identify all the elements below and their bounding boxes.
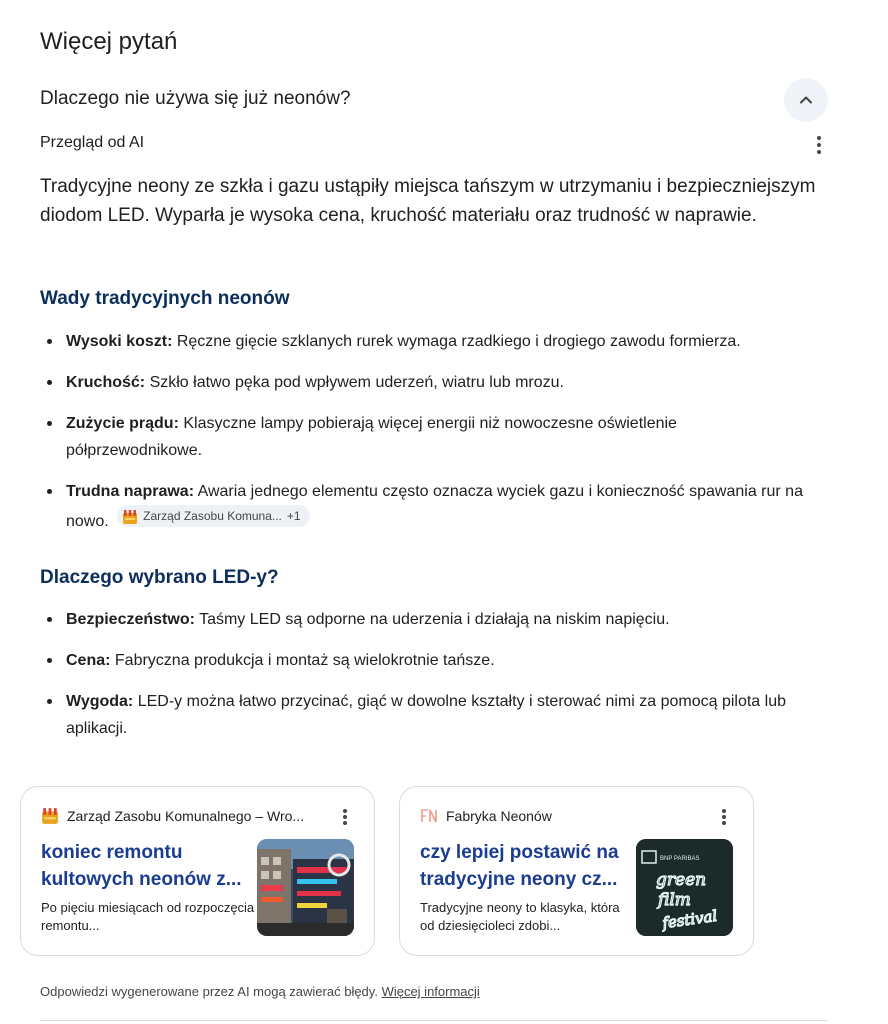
more-options-icon[interactable]	[816, 136, 822, 154]
ai-summary: Tradycyjne neony ze szkła i gazu ustąpiły miejsca tańszym w utrzymaniu i bezpieczniejszym diodom LED. Wyparła je wysoka cena, kruchość materiału oraz trudność w naprawie.	[40, 176, 816, 226]
card-source	[41, 807, 311, 825]
list-item-term: Bezpieczeństwo:	[66, 611, 195, 628]
source-chip[interactable]	[117, 505, 309, 527]
question-text[interactable]: Dlaczego nie używa się już neonów?	[40, 88, 351, 109]
source-card[interactable]	[399, 786, 754, 956]
list-item	[40, 688, 840, 742]
card-thumbnail	[257, 839, 354, 936]
card-more-icon[interactable]	[342, 809, 348, 825]
list-item-term: Trudna naprawa:	[66, 483, 195, 500]
list-item	[40, 478, 840, 535]
card-more-icon[interactable]	[721, 809, 727, 825]
question-row[interactable]	[40, 88, 828, 114]
list-item-text: Awaria jednego elementu często oznacza wyciek gazu i konieczność spawania rur na nowo.	[66, 483, 803, 530]
source-chip-extra: +1	[286, 508, 301, 523]
list-item-term: Cena:	[66, 652, 111, 669]
section-heading-drawbacks: Wady tradycyjnych neonów	[40, 288, 290, 309]
list-item-text: Taśmy LED są odporne na uderzenia i działają na niskim napięciu.	[194, 611, 670, 628]
card-source-name: Zarząd Zasobu Komunalnego – Wro...	[67, 808, 305, 824]
list-item-text: Szkło łatwo pęka pod wpływem uderzeń, wiatru lub mrozu.	[145, 374, 564, 391]
card-title[interactable]: czy lepiej postawić na tradycyjne neony cz...	[420, 842, 619, 890]
led-list	[40, 606, 840, 742]
list-item	[40, 410, 840, 464]
thumb-neon-line-1: green	[656, 870, 707, 890]
section-heading-led: Dlaczego wybrano LED-y?	[40, 567, 279, 588]
drawbacks-list	[40, 328, 840, 535]
thumb-badge: BNP PARIBAS	[660, 856, 700, 862]
divider	[40, 1020, 828, 1021]
section-title: Więcej pytań	[40, 28, 178, 55]
zzk-logo-icon	[41, 807, 59, 825]
card-thumbnail	[636, 839, 733, 936]
list-item-text: Klasyczne lampy pobierają więcej energii niż nowoczesne oświetlenie półprzewodnikowe.	[66, 415, 677, 459]
ai-overview-label: Przegląd od AI	[40, 134, 145, 151]
fabryka-neonow-logo-icon	[420, 807, 438, 825]
list-item-term: Wysoki koszt:	[66, 333, 173, 350]
source-card[interactable]	[20, 786, 375, 956]
card-title[interactable]: koniec remontu kultowych neonów z...	[41, 842, 242, 890]
list-item-text: Ręczne gięcie szklanych rurek wymaga rzadkiego i drogiego zawodu formierza.	[172, 333, 741, 350]
thumb-neon-line-2: film	[658, 890, 691, 910]
thumb-neon-line-3: festival	[661, 906, 719, 933]
chevron-up-icon	[798, 92, 814, 108]
list-item	[40, 606, 840, 633]
list-item-text: LED-y można łatwo przycinać, giąć w dowolne kształty i sterować nimi za pomocą pilota lub aplikacji.	[66, 693, 786, 737]
list-item	[40, 369, 840, 396]
card-description: Po pięciu miesiącach od rozpoczęcia remontu...	[41, 900, 255, 933]
list-item-term: Kruchość:	[66, 374, 146, 391]
card-source-name: Fabryka Neonów	[446, 808, 552, 824]
source-chip-label: Zarząd Zasobu Komuna...	[143, 508, 282, 523]
more-info-link[interactable]: Więcej informacji	[381, 984, 480, 999]
list-item-term: Zużycie prądu:	[66, 415, 179, 432]
list-item	[40, 328, 840, 355]
ai-disclaimer	[40, 984, 480, 999]
list-item	[40, 647, 840, 674]
zzk-logo-icon	[122, 508, 138, 524]
ai-overview-header	[40, 134, 828, 156]
list-item-term: Wygoda:	[66, 693, 134, 710]
collapse-button[interactable]	[784, 78, 828, 122]
card-source	[420, 807, 690, 825]
card-description: Tradycyjne neony to klasyka, która od dziesięcioleci zdobi...	[420, 900, 620, 933]
disclaimer-text: Odpowiedzi wygenerowane przez AI mogą zawierać błędy.	[40, 984, 378, 999]
list-item-text: Fabryczna produkcja i montaż są wielokrotnie tańsze.	[110, 652, 495, 669]
